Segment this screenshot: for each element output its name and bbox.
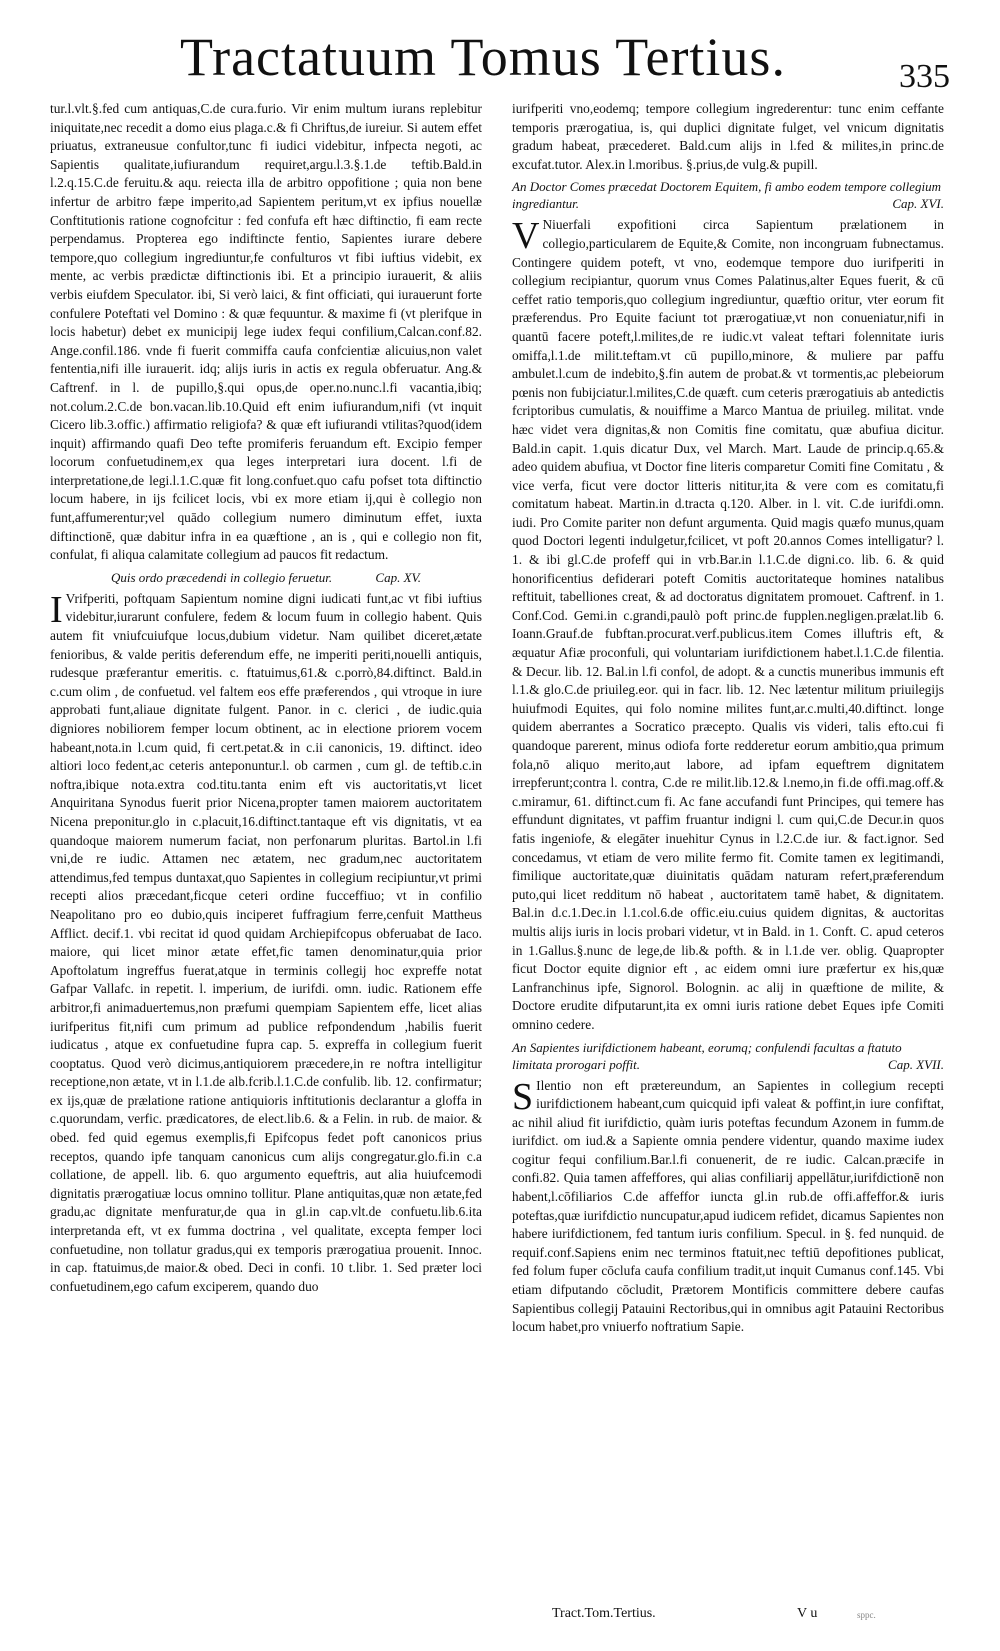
paragraph: tur.l.vlt.§.fed cum antiquas,C.de cura.furio. Vir enim multum iurans replebitur iniquitate,nec recedit a domo eius plaga.c.& fi Chriftus,de iureiur. Si autem effet priuatus, extraneusue confultor,tunc fi iudici videbitur, infpecta negoti, ac Sapientis qualitate,iufiurandum requiret,argu.l.3.§.1.de teftib.Bald.in l.2.q.15.C.de feruitu.& aqu. reiecta illa de arbitro oppofitione ; quia non bene infertur de arbitro fæpe imperito,ad Sapientem peritum,vt ex ipfius nouellæ Conftitutionis ratione cognofcitur : fed confufa eft hæc diftinctio, fi eam recte perpendamus. Propterea ego indiftincte fentio, Sapientes iurare debere tempore,quo collegium ingrediuntur,fe confulturos vt fibi iuftius videbit, ex mente, ac verbis prædictæ diftinctionis ibi. Et a principio iurauerit, & aliis verbis eiufdem Speculator. ibi, Si verò laici, & fint officiati, qui iurauerunt forte confulere Poteftati vel Domino : & quæ fequuntur. & maxime fi (vt plerifque in locis habetur) debet ex municipij lege iudex fequi confilium,Calcan.conf.82. Ange.confil.186. vnde fi fuerit commiffa caufa confcientiæ alicuius,non valet fententia,nifi ille iurauerit. idq; alijs iuris in actis ex regula obferuatur. Ang.& Caftrenf. in l. de pupillo,§.qui opus,de oper.no.nunc.l.fi vacantia,ibiq; not.colum.2.C.de bon.vacan.lib.10.Quid eft enim iufiurandum,nifi (vt inquit Cicero lib.3.offic.) affirmatio religiofa? & quæ eft iufiurandi vtilitas?quod(idem inquit) affirmando quafi Deo tefte promiferis feruandum eft. Excipio femper locorum confuetudinem,ex qua leges interpretari iura docent. l.fi de interpretatione,de legi.l.1.C.quæ fit long.confuet.quo cafu pofset tota diftinctio locum habere, in ijs fcilicet locis, vbi ex more etiam ij,qui è collegio non funt,affumerentur;vel quādo collegium numero diminutum effet, iuxta diftinctionē, quæ dabitur infra in ea quæftione , an is , qui e collegio non fit, confulat, fi aliqua calamitate collegium ad paucos fit redactum. <box>50 101 482 563</box>
chapter-heading-text: Quis ordo præcedendi in collegio feruetur. <box>110 569 333 585</box>
chapter-heading <box>50 569 482 586</box>
paragraph-text: Vrifperiti, poftquam Sapientum nomine digni iudicati funt,ac vt fibi iuftius videbitur,iurarunt confulere, fedem & locum fuum in collegio habent. Quis autem fit vniufcuiufque locus,dubium videtur. Nam quilibet diceret,ætate fenioribus, & valde peritis deferendum effe, ne imperiti periti,nouelli antiquis, rudesque præferantur emeritis. c. ftatuimus,61.& c.porrò,84.diftinct. Bald.in c.cum olim , de confuetud. vel faltem eos effe præferendos , qui vtroque in iure approbati funt,aliaue dignitate fulgent. Panor. in c. clerici , de iudic.quia digniores nobiliorem femper locum obtinent, ac in electione priorem vocem habeant,nota.in l.cum quid, fi cert.petat.& in c.ii canonicis, 19. diftinct. ideo altiori loco fedent,ac ceteris anteponuntur.l. ob carmen , cum gl. de teftib.c.in noftra,ibique nota.extra cod.titu.tanta enim eft vis auctoritatis,vt licet Anquiritana Synodus fuerit prior Nicena,propter tamen maiorem auctoritatem Nicena preponitur.glo in c.placuit,16.diftinct.tantaque eft vis dignitatis, vt ea quandoque maiorem numerum faciat, non perfonarum pluritas. Bartol.in l.fi vni,de re iudic. Attamen nec ætatem, nec gradum,nec auctoritatem attendimus,fed tempus duntaxat,quo Sapientes in collegium recipiuntur,vt primi recepti alios præcedant,ficque ceteri ordine fucceffiuo; vt in confilio Neapolitano pro eo dubio,quis inciperet fuffragium ferre,cenfuit Mattheus Afflict. decif.1. vbi recitat id quod quidam Archiepifcopus obferuabat de Iaco. maiore, qui licet minor ætate effet,fic tamen denominatur,quia prior Apoftolatum ingreffus fuerat,atque in terminis collegij hoc expreffe notat Gafpar Vallafc. in repetit. l. imperium, de iurifdi. omn. iudic. Rationem effe arbitror,fi animaduertemus,non præfumi quempiam Sapientem effe, licet alias iurifperitus fit,nifi cum primum ad publice refpondendum ,habilis fuerit iudicatus , atque ex confuetudine fupra cap. 5. expreffa in collegium fuerit cooptatus. Quod verò dicimus,antiquiorem præcedere,in re noftra intelligitur receptione,non ætate, vt in l.1.de alb.fcrib.l.1.C.de confulib. lib. 12. confirmatur; ex ijs,quæ de prælatione ratione antiquioris inftitutionis declarantur a gloffa in c.quorundam, verfic. prædicatores, de elect.lib.6. & a Felin. in rub. de maior. & obed. fed quid egemus exemplis,fi Epifcopus fedet poft canonicos prius receptos, quando ipfe tanquam canonicus cum alijs congregatur.glo.fi.in c.a collatione, de appell. lib. 6. quo argumento equeftris, aut alia huiufcemodi dignitatis prærogatiuæ locus omnino tollitur. Plane antiquitas,quæ non ætate,fed gradu,ac dignitate menfuratur,de qua in gl.in cap.vlt.de confuetu.lib.6.ita interpretanda eft, vt ex fumma doctrina , vel qualitate, excepta femper loci confuetudine, non tollatur gradus,qui ex temporis prærogatiua prouenit. Innoc. in cap. ftatuimus,de maior.& obed. Deci in confi. 10 t.libr. 1. Sed præter loci confuetudinem,ego cafum exciperem, quando duo <box>50 590 482 1294</box>
paragraph <box>50 590 482 1297</box>
page-number: 335 <box>899 58 950 95</box>
running-header <box>50 18 950 98</box>
drop-cap: I <box>50 588 63 631</box>
left-column <box>50 100 482 1296</box>
book-title: Tractatuum Tomus Tertius. <box>180 27 786 87</box>
drop-cap: V <box>512 215 540 258</box>
chapter-heading <box>512 178 944 212</box>
right-column <box>512 100 944 1337</box>
chapter-number: Cap. XVI. <box>892 196 944 212</box>
footer-runner: Tract.Tom.Tertius. <box>552 1606 656 1621</box>
paragraph-text: Ilentio non eft prætereundum, an Sapientes in collegium recepti iurifdictionem habeant,cum quicquid ipfi valeat & poffint,in iure confiftat, ac nihil aliud fit iurifdictio, quàm iuris poteftas fecundum Azonem in fumm.de iurifdict. om iud.& a Sapiente omnia pendere videntur, quando maxime iudex cogitur fequi confilium.Bar.l.fi conuenerit, de re iudic. Calcan.præcife in confi.82. Quia tamen affeffores, qui alias confiliarij appellātur,iurifdictionē non habent,l.cōfiliarios C.de affeffor iuncta gl.in rub.de offi.affeffor.& iuris poteftas,quæ iurifdictio nuncupatur,apud iudicem refidet, dicamus Sapientes non habere iurifdictionem, fed tantum iuris confilium. Specul. in §. fed nunquid. de requif.conf.Sapiens enim nec terminos ftatuit,nec teftiū depofitiones publicat, fed folum fuper cōclufa caufa confilium tradit,ut inquit Cumanus conf.145. Vbi etiam difputando cōcludit, Prætorem Montificis committere debere caufas Sapientibus collegij Patauini Rectoribus,qui in omnibus agit Patauini Rectoribus locum habet,pro vniuerfo noftratium Sapie. <box>512 1077 944 1335</box>
footer-note: sppc. <box>857 1610 876 1620</box>
paragraph <box>512 216 944 1034</box>
signature-mark: V u <box>797 1606 818 1621</box>
paragraph-text: Niuerfali expofitioni circa Sapientum prælationem in collegio,particularem de Equite,& Comite, non incongruam fubnectamus. Contingere quidem poteft, vt vno, eodemque tempore duo iurifperiti in collegium recipiantur, quorum vnus Comes Palatinus,alter Eques fuerit, & cū ceffet ratio temporis,quo collegium ingrediuntur, quæftio oritur, vter eorum fit præferendus. Pro Equite faciunt tot prærogatiuæ,vt non conueniatur,nifi in quantū facere poteft,l.milites,de re iudic.vt valeat teftari folennitate iuris omiffa,l.1.de milit.teftam.vt cū pupillo,minore, & muliere par paffu ambulet.l.cum de indebito,§.fin autem de probat.& vt tormentis,ac plebeiorum pœnis non fubijciatur.l.milites,C.de quæft. cum ceteris prærogatiuis ab antedictis fcriptoribus cumulatis, & nouiffime a Marco Mantua de priuileg. militat. vnde hæc videt vera dignitas,& non Comitis fine comitatu, quæ abufiua dicitur. Bald.in capit. 1.quis dicatur Dux, vel March. Mart. Laude de princip.q.65.& adeo quidem abufiua, vt Doctor fine literis comparetur Comiti fine Comitatu , & vice verfa, ficut vere doctor litteris nititur,ita & vere com es comitatu,fi comitatum habeat. Martin.in d.tracta q.120. Alber. in l. vit. C.de iurifdi.omn. iudi. Pro Comite pariter non defunt argumenta. Quid magis quæfo munus,quam quod Doctori legenti indulgetur,fcilicet, vt poft 20.annos Comes intelligatur? l. 1. & ibi gl.C.de profeff qui in vrb.Bar.in l.1.C.de digni.co. lib. 6. & quid honorificentius defiderari poteft Comitis auctoritateque homines natalibus reftituit, tabelliones creat, & ad doctoratus dignitatem promouet. Caftrenf. in 1. Conf.Cod. Gemi.in c.grandi,paulò poft princ.de fupplen.negligen.prælat.lib 6. Ioann.Grauf.de fubftan.procurat.verf.publicus.item Comes illuftris eft, & æquatur Afiæ proconfuli, qui voluntariam iurifdictionem habet.l.1.C.de filentia. & Decur. lib. 12. Bal.in l.fi confol, de adopt. & a cunctis muneribus immunis eft l.1.& glo.C.de priuileg.eor. qui in facr. lib. 12. Nec lætentur militum priuilegijs huiufmodi Equites, qui folo nomine milites funt,ar.c.multi,40.diftinct. longe quidem aberrantes a Socratico præcepto. Qualis vis videri, talis efto.cui fi quandoque parerent, minus odiofa forte redderetur eorum ambitio,qua primum fola,nō aliquo merito,aut labore, ad ipfam equeftrem dignitatem irrepferunt;contra l. contra, C.de re milit.lib.12.& l.nemo,in fi.de offi.mag.off.& c.miramur, 61. diftinct.cum fi. Ac fane accufandi funt Principes, qui temere has effundunt dignitates, vt paffim fruantur indigni l. cum qui,C.de Decur.in quos fatis ingeniofe, & elegāter inuehitur Cynus in l.2.C.de iur. & fact.ignor. Sed concedamus, vt etiam de vero milite fermo fit. Comite tamen ex legitimandi, fimilique auctoritate,quæ diuinitatis quādam naturam refert,præferendum puto,qui licet redditum nō habeat , auctoritatem tamē habet, & dignitatem. Bal.in d.c.1.Dec.in l.1.col.6.de offic.eiu.cuius quidem dignitas, & auctoritas multis alijs iuris in locis probari videtur, vt in Bald. in 1. Conft. C. apud ceteros in 1.Gallus.§.nunc de lege,de lib.& pofth. & in l.1.de ver. oblig. Quapropter ficut Doctor equite dignior eft , ac eidem omni iure præfertur ex his,quæ Lanfranchinus ipfe, Signorol. Bolognin. ac alij in quæftione de milite, & Doctore erudite difputarunt,ita ex omni iuris ratione debet Eques ipfe Comiti omnino cedere. <box>512 217 944 1032</box>
chapter-number: Cap. XV. <box>375 569 422 585</box>
chapter-heading-text: An Doctor Comes præcedat Doctorem Equitem, fi ambo eodem tempore collegium ingrediantur. <box>512 179 942 212</box>
paragraph: iurifperiti vno,eodemq; tempore collegium ingrederentur: tunc enim ceffante temporis prærogatiua, is, qui duplici dignitate fulget, vel vnicum dignitatis gradum habeat, præcederet. Bald.cum alijs in l.fed & milites,in princ.de excufat.tutor. Alex.in l.moribus. §.prius,de vulg.& pupill. <box>512 101 944 172</box>
paragraph <box>512 1077 944 1337</box>
drop-cap: S <box>512 1075 534 1118</box>
chapter-number: Cap. XVII. <box>888 1056 944 1072</box>
chapter-heading <box>512 1039 944 1073</box>
chapter-heading-text: An Sapientes iurifdictionem habeant, eorumq; confulendi facultas a ftatuto limitata prorogari poffit. <box>512 1039 902 1072</box>
